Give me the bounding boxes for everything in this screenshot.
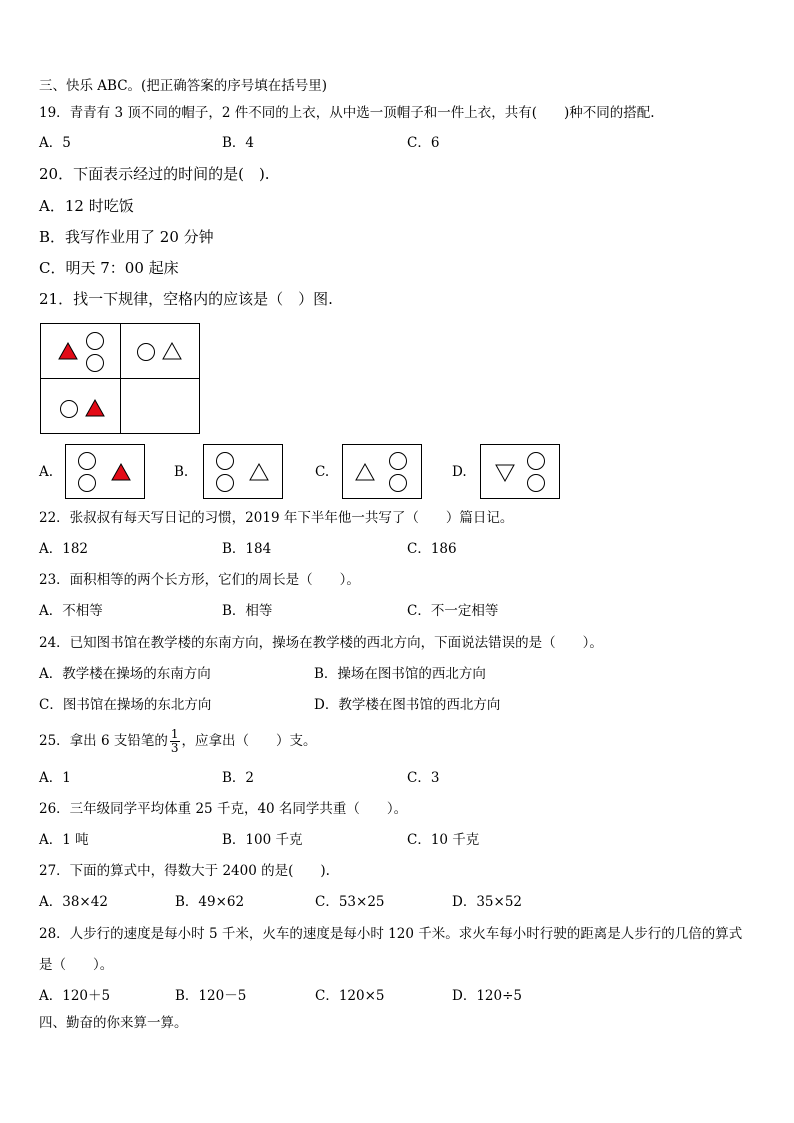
section-3-title: 三、快乐 ABC。(把正确答案的序号填在括号里) (39, 78, 328, 94)
question-25 (39, 726, 317, 756)
q28-option-c[interactable]: C．120×5 (315, 988, 385, 1004)
q27-option-a[interactable]: A．38×42 (39, 894, 108, 910)
circle-icon (78, 474, 96, 492)
question-21: 21．找一下规律，空格内的应该是（ ）图. (39, 290, 333, 308)
q22-option-b[interactable]: B．184 (222, 541, 272, 557)
fraction-denominator: 3 (170, 741, 179, 755)
question-23: 23．面积相等的两个长方形，它们的周长是（ ）。 (39, 572, 360, 588)
circle-icon (60, 400, 78, 418)
q27-option-d[interactable]: D．35×52 (452, 894, 522, 910)
q24-option-c[interactable]: C．图书馆在操场的东北方向 (39, 697, 212, 713)
circle-icon (527, 474, 545, 492)
q21-option-b[interactable]: B. (174, 464, 189, 480)
q25-option-a[interactable]: A．1 (39, 770, 71, 786)
question-28-continued: 是（ ）。 (39, 957, 114, 973)
question-28: 28．人步行的速度是每小时 5 千米，火车的速度是每小时 120 千米。求火车每小时行驶的距离是人步行的几倍的算式 (39, 926, 743, 942)
q19-option-a[interactable]: A．5 (39, 135, 71, 151)
q21-option-a-figure[interactable] (65, 444, 145, 499)
question-24: 24．已知图书馆在教学楼的东南方向，操场在教学楼的西北方向，下面说法错误的是（ ）。 (39, 635, 603, 651)
q26-option-b[interactable]: B．100 千克 (222, 832, 303, 848)
triangle-icon (355, 463, 375, 481)
question-22: 22．张叔叔有每天写日记的习惯，2019 年下半年他一共写了（ ）篇日记。 (39, 510, 514, 526)
q21-option-b-figure[interactable] (203, 444, 283, 499)
fraction-numerator: 1 (170, 727, 179, 741)
question-27: 27．下面的算式中，得数大于 2400 的是( ). (39, 863, 330, 879)
q19-option-c[interactable]: C．6 (407, 135, 440, 151)
circle-icon (78, 452, 96, 470)
inverted-triangle-icon (495, 464, 515, 482)
fraction-one-third (170, 728, 180, 755)
q25-text-before: 25．拿出 6 支铅笔的 (39, 733, 168, 749)
q28-option-b[interactable]: B．120－5 (175, 988, 247, 1004)
q27-option-c[interactable]: C．53×25 (315, 894, 385, 910)
red-triangle-icon (111, 463, 131, 481)
q22-option-a[interactable]: A．182 (39, 541, 89, 557)
circle-icon (216, 452, 234, 470)
question-19: 19．青青有 3 顶不同的帽子，2 件不同的上衣，从中选一顶帽子和一件上衣，共有( )种不同的搭配. (39, 105, 655, 121)
q21-option-c-figure[interactable] (342, 444, 422, 499)
circle-icon (137, 343, 155, 361)
q23-option-a[interactable]: A．不相等 (39, 603, 103, 619)
q21-option-d[interactable]: D. (452, 464, 467, 480)
circle-icon (389, 452, 407, 470)
q20-option-c[interactable]: C．明天 7：00 起床 (39, 259, 179, 277)
red-triangle-icon (85, 399, 105, 417)
q20-option-b[interactable]: B．我写作业用了 20 分钟 (39, 228, 214, 246)
circle-icon (86, 354, 104, 372)
q23-option-b[interactable]: B．相等 (222, 603, 273, 619)
q25-option-c[interactable]: C．3 (407, 770, 440, 786)
q28-option-d[interactable]: D．120÷5 (452, 988, 522, 1004)
question-20: 20．下面表示经过的时间的是( ). (39, 165, 270, 183)
q21-option-d-figure[interactable] (480, 444, 560, 499)
red-triangle-icon (58, 342, 78, 360)
circle-icon (216, 474, 234, 492)
q25-text-after: ，应拿出（ ）支。 (181, 733, 317, 749)
circle-icon (389, 474, 407, 492)
q24-option-d[interactable]: D．教学楼在图书馆的西北方向 (314, 697, 501, 713)
q27-option-b[interactable]: B．49×62 (175, 894, 245, 910)
q23-option-c[interactable]: C．不一定相等 (407, 603, 499, 619)
section-4-title: 四、勤奋的你来算一算。 (39, 1015, 188, 1031)
q24-option-b[interactable]: B．操场在图书馆的西北方向 (314, 666, 486, 682)
triangle-icon (162, 342, 182, 360)
q26-option-a[interactable]: A．1 吨 (39, 832, 89, 848)
pattern-grid (40, 323, 200, 434)
circle-icon (86, 332, 104, 350)
q19-option-b[interactable]: B．4 (222, 135, 255, 151)
triangle-icon (249, 463, 269, 481)
q22-option-c[interactable]: C．186 (407, 541, 457, 557)
circle-icon (527, 452, 545, 470)
q21-option-c[interactable]: C. (315, 464, 330, 480)
q24-option-a[interactable]: A．教学楼在操场的东南方向 (39, 666, 211, 682)
q20-option-a[interactable]: A．12 时吃饭 (39, 197, 134, 215)
q26-option-c[interactable]: C．10 千克 (407, 832, 480, 848)
q25-option-b[interactable]: B．2 (222, 770, 255, 786)
q21-option-a[interactable]: A. (39, 464, 54, 480)
question-26: 26．三年级同学平均体重 25 千克，40 名同学共重（ ）。 (39, 801, 408, 817)
q28-option-a[interactable]: A．120＋5 (39, 988, 111, 1004)
